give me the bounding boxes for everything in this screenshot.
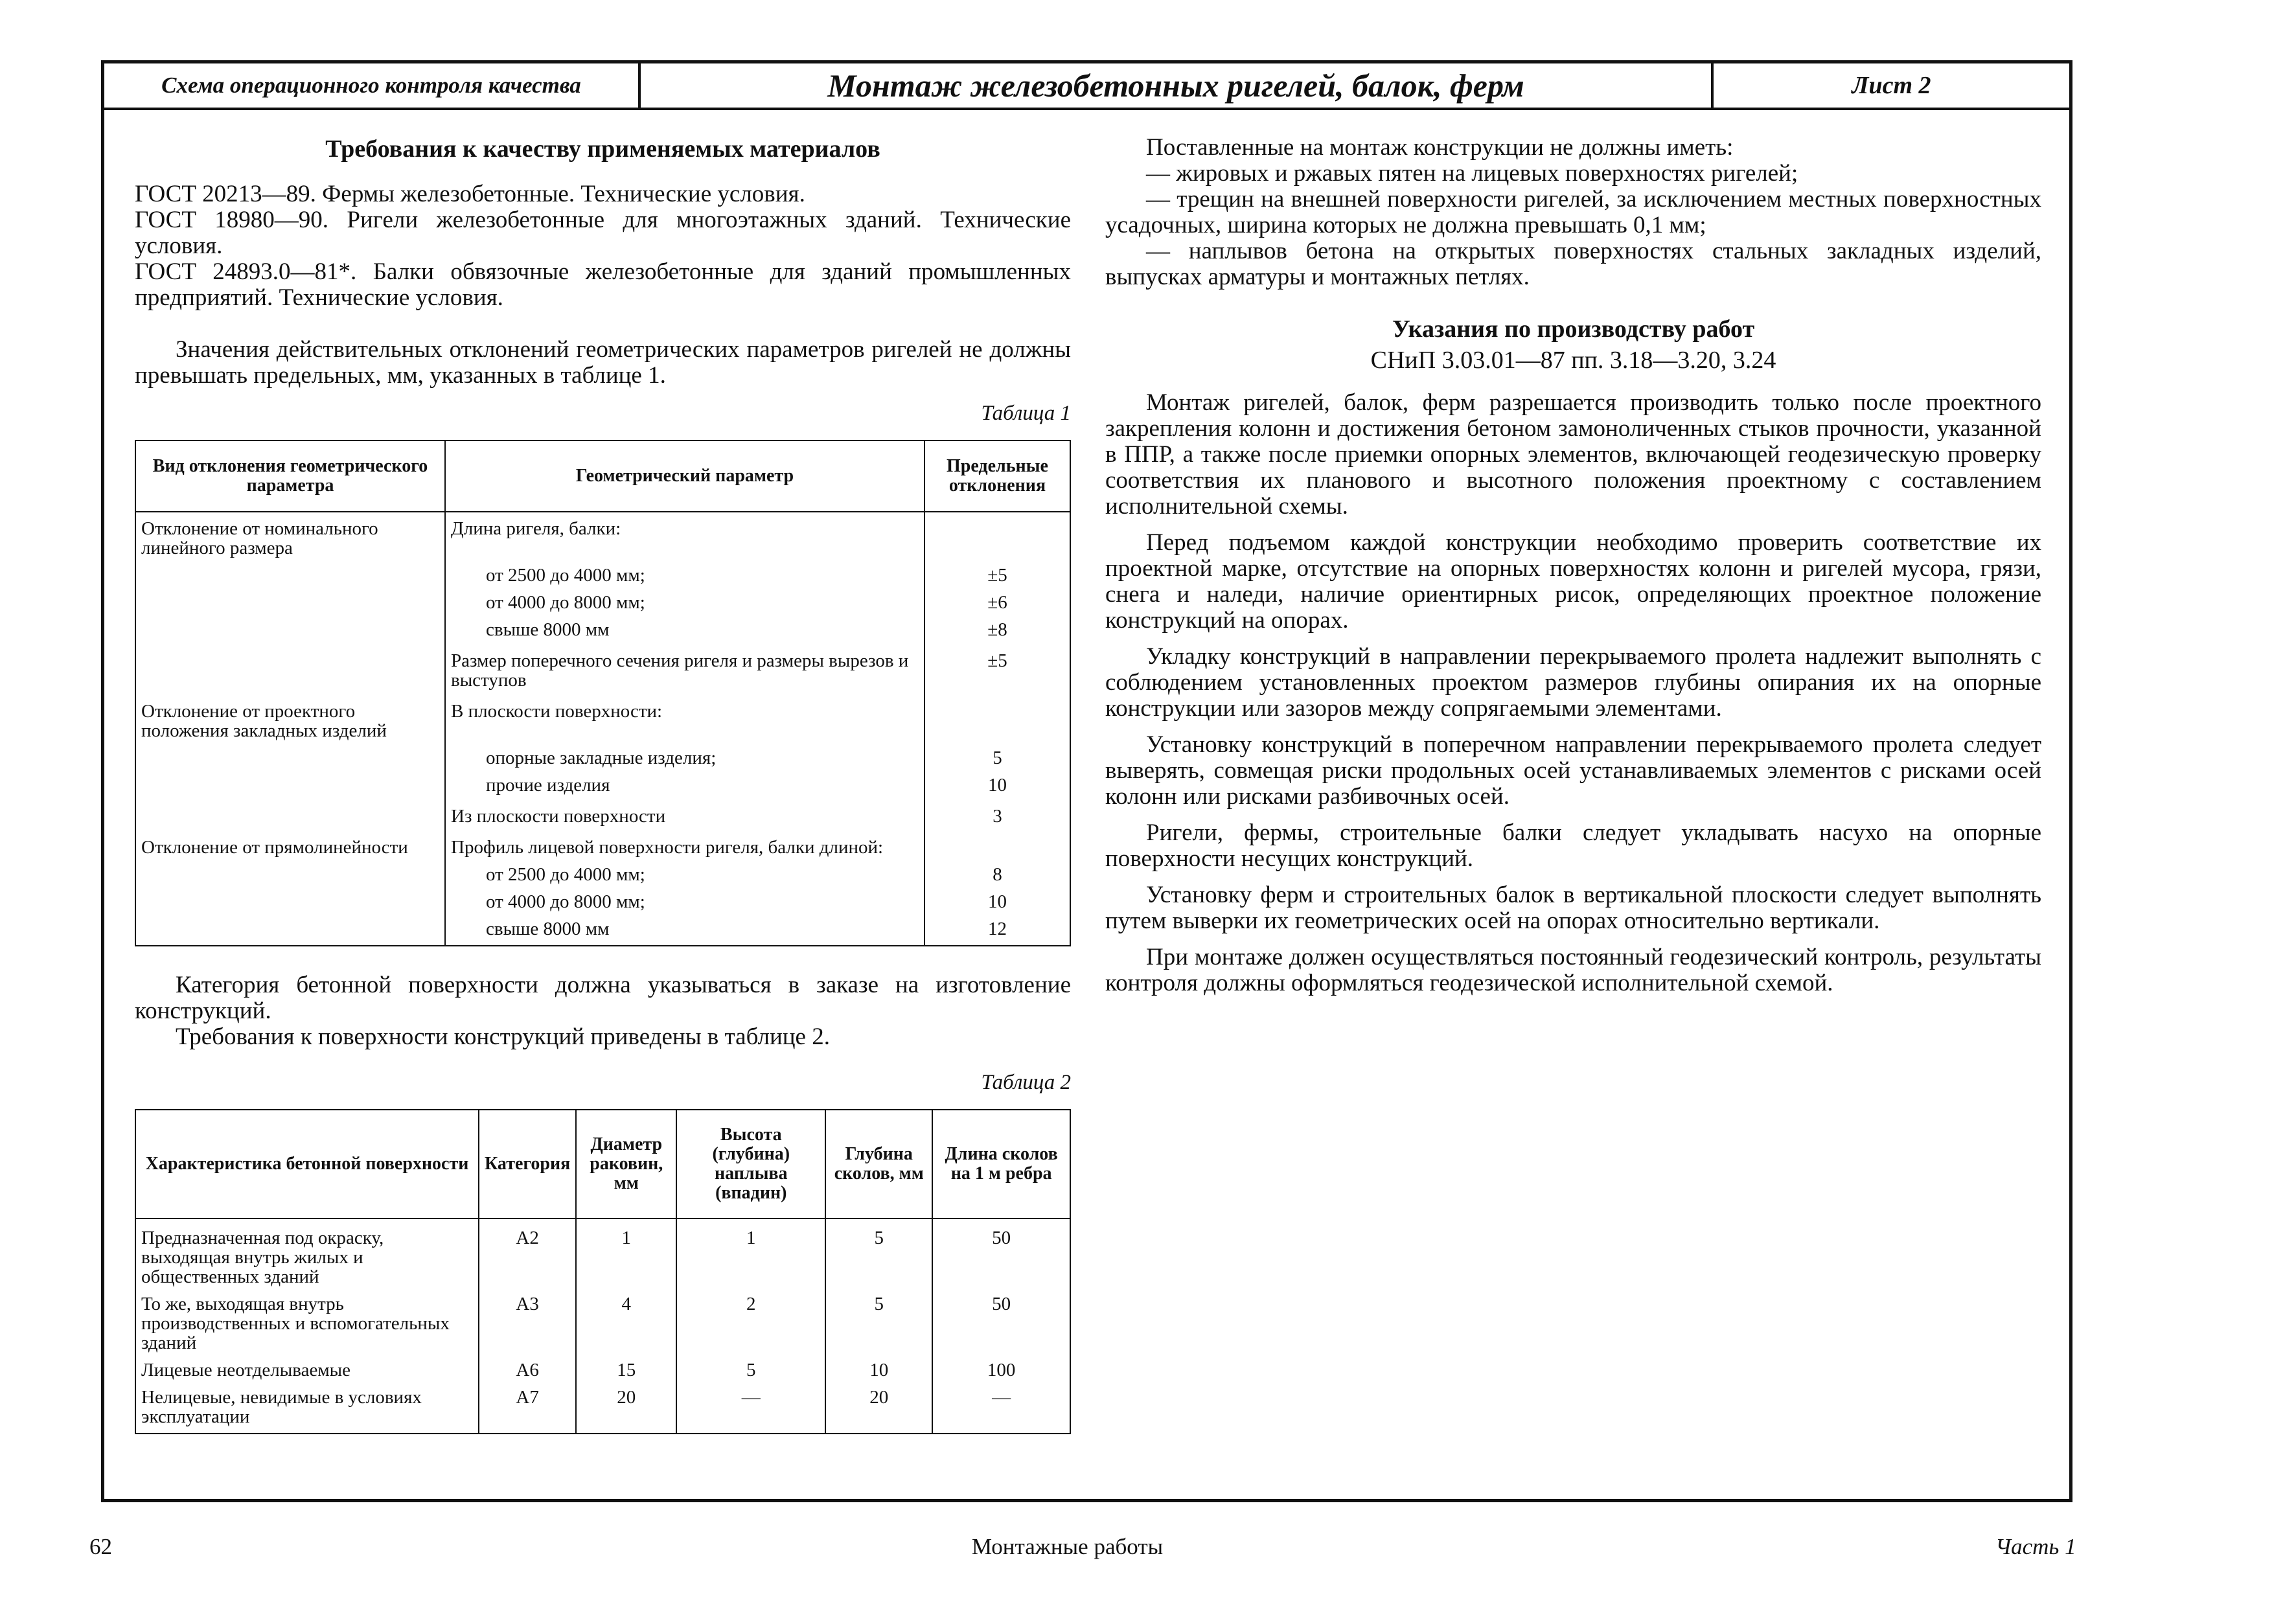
table-row bbox=[135, 915, 1070, 946]
deviations-table bbox=[135, 440, 1071, 946]
right-column bbox=[1105, 135, 2041, 996]
deviation-text: Значения действительных отклонений геометрических параметров ригелей не должны превышать предельных, мм, указанных в таблице 1. bbox=[135, 336, 1071, 389]
table-cell: — bbox=[932, 1384, 1070, 1434]
table-row bbox=[135, 830, 1070, 861]
table-cell: свыше 8000 мм bbox=[445, 915, 924, 946]
sheet-label: Лист 2 bbox=[1852, 72, 1931, 99]
table-row bbox=[135, 744, 1070, 772]
table-header-cell: Категория bbox=[479, 1110, 576, 1219]
table-cell: 5 bbox=[825, 1219, 932, 1290]
table-row bbox=[135, 616, 1070, 643]
table-row bbox=[135, 589, 1070, 616]
table-row bbox=[135, 1219, 1070, 1290]
surface-text: Требования к поверхности конструкций приведены в таблице 2. bbox=[176, 1024, 830, 1050]
table-header-cell: Предельные отклонения bbox=[924, 441, 1070, 512]
scheme-label: Схема операционного контроля качества bbox=[104, 63, 641, 108]
table-cell: опорные закладные изделия; bbox=[445, 744, 924, 772]
table-row bbox=[135, 772, 1070, 799]
table-cell: Отклонение от проектного положения закладных изделий bbox=[135, 694, 445, 744]
page-number: 62 bbox=[89, 1534, 112, 1559]
table-cell: Из плоскости поверхности bbox=[445, 799, 924, 830]
table-cell bbox=[924, 830, 1070, 861]
table-row bbox=[135, 1384, 1070, 1434]
table-cell: Отклонение от номинального линейного размера bbox=[135, 512, 445, 562]
table-cell: ±5 bbox=[924, 562, 1070, 589]
table-cell: 1 bbox=[676, 1219, 825, 1290]
table-row bbox=[135, 694, 1070, 744]
work-paragraph: Перед подъемом каждой конструкции необходимо проверить соответствие их проектной марке, отсутствие на опорных поверхностях колонн и ригелей мусора, грязи, снега и наледи, наличие ориентирных рисок, определяющих проектное положение конструкций на опорах. bbox=[1105, 529, 2041, 634]
materials-title: Требования к качеству применяемых материалов bbox=[325, 135, 880, 163]
table-cell: А7 bbox=[479, 1384, 576, 1434]
table-cell: ±5 bbox=[924, 643, 1070, 694]
table-cell: от 4000 до 8000 мм; bbox=[445, 888, 924, 915]
table-header-cell: Длина сколов на 1 м ребра bbox=[932, 1110, 1070, 1219]
table-cell bbox=[924, 694, 1070, 744]
table-row bbox=[135, 888, 1070, 915]
work-paragraph: Ригели, фермы, строительные балки следует укладывать насухо на опорные поверхности несущих конструкций. bbox=[1105, 819, 2041, 872]
table-cell: Нелицевые, невидимые в условиях эксплуатации bbox=[135, 1384, 479, 1434]
table-cell: 10 bbox=[924, 772, 1070, 799]
work-paragraph: При монтаже должен осуществляться постоянный геодезический контроль, результаты контроля должны оформляться геодезической исполнительной схемой. bbox=[1105, 944, 2041, 996]
table-row bbox=[135, 861, 1070, 888]
surface-table bbox=[135, 1109, 1071, 1434]
defect-item: — наплывов бетона на открытых поверхностях стальных закладных изделий, выпусках арматуры и монтажных петлях. bbox=[1105, 238, 2041, 290]
table-cell: ±8 bbox=[924, 616, 1070, 643]
table-cell: 1 bbox=[576, 1219, 676, 1290]
table-header-row bbox=[135, 441, 1070, 512]
table-cell: Профиль лицевой поверхности ригеля, балки длиной: bbox=[445, 830, 924, 861]
table-row bbox=[135, 1356, 1070, 1384]
table-cell: прочие изделия bbox=[445, 772, 924, 799]
table-cell: А6 bbox=[479, 1356, 576, 1384]
document-title: Монтаж железобетонных ригелей, балок, ферм bbox=[641, 63, 1714, 108]
gost-line: ГОСТ 24893.0—81*. Балки обвязочные железобетонные для зданий промышленных предприятий. Технические условия. bbox=[135, 258, 1071, 311]
table-header-cell: Диаметр раковин, мм bbox=[576, 1110, 676, 1219]
table-cell: 5 bbox=[825, 1290, 932, 1356]
left-column bbox=[135, 135, 1071, 1434]
table-header-row bbox=[135, 1110, 1070, 1219]
title-block bbox=[104, 63, 2069, 110]
work-title: Указания по производству работ bbox=[1392, 315, 1755, 343]
work-paragraph: Установку ферм и строительных балок в вертикальной плоскости следует выполнять путем выверки их геометрических осей на опорах относительно вертикали. bbox=[1105, 882, 2041, 934]
table-header-cell: Глубина сколов, мм bbox=[825, 1110, 932, 1219]
table-cell: ±6 bbox=[924, 589, 1070, 616]
table1-caption: Таблица 1 bbox=[981, 402, 1071, 425]
table-header-cell: Вид отклонения геометрического параметра bbox=[135, 441, 445, 512]
section-name: Монтажные работы bbox=[972, 1534, 1164, 1559]
table-row bbox=[135, 799, 1070, 830]
table-cell: А3 bbox=[479, 1290, 576, 1356]
table-cell: 5 bbox=[924, 744, 1070, 772]
table-cell: А2 bbox=[479, 1219, 576, 1290]
table-cell: 15 bbox=[576, 1356, 676, 1384]
table-cell: 50 bbox=[932, 1219, 1070, 1290]
table-cell: 10 bbox=[924, 888, 1070, 915]
table-cell: 100 bbox=[932, 1356, 1070, 1384]
defect-item: — трещин на внешней поверхности ригелей, за исключением местных поверхностных усадочных, ширина которых не должна превышать 0,1 мм; bbox=[1105, 186, 2041, 238]
table-cell bbox=[924, 512, 1070, 562]
category-text: Категория бетонной поверхности должна указываться в заказе на изготовление конструкций. bbox=[135, 972, 1071, 1024]
table-row bbox=[135, 562, 1070, 589]
work-paragraph: Укладку конструкций в направлении перекрываемого пролета надлежит выполнять с соблюдением установленных проектом размеров глубины опирания их на опорные конструкции или зазоров между сопрягаемыми элементами. bbox=[1105, 643, 2041, 722]
work-paragraph: Монтаж ригелей, балок, ферм разрешается производить только после проектного закрепления колонн и достижения бетоном замоноличенных стыков прочности, указанной в ППР, а также после приемки опорных элементов, включающей геодезическую проверку соответствия их планового и высотного положения проектному с составлением исполнительной схемы. bbox=[1105, 389, 2041, 520]
table-cell: 5 bbox=[676, 1356, 825, 1384]
table-cell: 8 bbox=[924, 861, 1070, 888]
table-cell: — bbox=[676, 1384, 825, 1434]
table-header-cell: Геометрический параметр bbox=[445, 441, 924, 512]
table-cell: Отклонение от прямолинейности bbox=[135, 830, 445, 861]
work-subtitle: СНиП 3.03.01—87 пп. 3.18—3.20, 3.24 bbox=[1370, 347, 1776, 374]
gost-line: ГОСТ 18980—90. Ригели железобетонные для многоэтажных зданий. Технические условия. bbox=[135, 207, 1071, 259]
work-paragraph: Установку конструкций в поперечном направлении перекрываемого пролета следует выверять, совмещая риски продольных осей устанавливаемых элементов с рисками осей колонн или рисками разбивочных осей. bbox=[1105, 731, 2041, 810]
defects-intro: Поставленные на монтаж конструкции не должны иметь: bbox=[1146, 134, 1734, 161]
table-cell: Лицевые неотделываемые bbox=[135, 1356, 479, 1384]
page-frame bbox=[101, 60, 2072, 1502]
table-cell: Предназначенная под окраску, выходящая внутрь жилых и общественных зданий bbox=[135, 1219, 479, 1290]
table-cell: В плоскости поверхности: bbox=[445, 694, 924, 744]
table-cell: 20 bbox=[576, 1384, 676, 1434]
table-cell: от 2500 до 4000 мм; bbox=[445, 562, 924, 589]
part-label: Часть 1 bbox=[1995, 1534, 2076, 1559]
table-row bbox=[135, 1290, 1070, 1356]
table-cell: 4 bbox=[576, 1290, 676, 1356]
table-cell: свыше 8000 мм bbox=[445, 616, 924, 643]
table-cell: от 2500 до 4000 мм; bbox=[445, 861, 924, 888]
gost-line: ГОСТ 20213—89. Фермы железобетонные. Технические условия. bbox=[135, 181, 805, 207]
defect-item: — жировых и ржавых пятен на лицевых поверхностях ригелей; bbox=[1146, 160, 1798, 187]
table2-caption: Таблица 2 bbox=[981, 1071, 1071, 1094]
table-cell: 50 bbox=[932, 1290, 1070, 1356]
table-cell: Длина ригеля, балки: bbox=[445, 512, 924, 562]
table-cell: от 4000 до 8000 мм; bbox=[445, 589, 924, 616]
table-cell: То же, выходящая внутрь производственных и вспомогательных зданий bbox=[135, 1290, 479, 1356]
table-header-cell: Характеристика бетонной поверхности bbox=[135, 1110, 479, 1219]
table-cell: 3 bbox=[924, 799, 1070, 830]
table-cell: Размер поперечного сечения ригеля и размеры вырезов и выступов bbox=[445, 643, 924, 694]
table-header-cell: Высота (глубина) наплыва (впадин) bbox=[676, 1110, 825, 1219]
table-cell: 20 bbox=[825, 1384, 932, 1434]
table-cell: 2 bbox=[676, 1290, 825, 1356]
table-row bbox=[135, 512, 1070, 562]
table-cell: 10 bbox=[825, 1356, 932, 1384]
table-row bbox=[135, 643, 1070, 694]
table-cell: 12 bbox=[924, 915, 1070, 946]
